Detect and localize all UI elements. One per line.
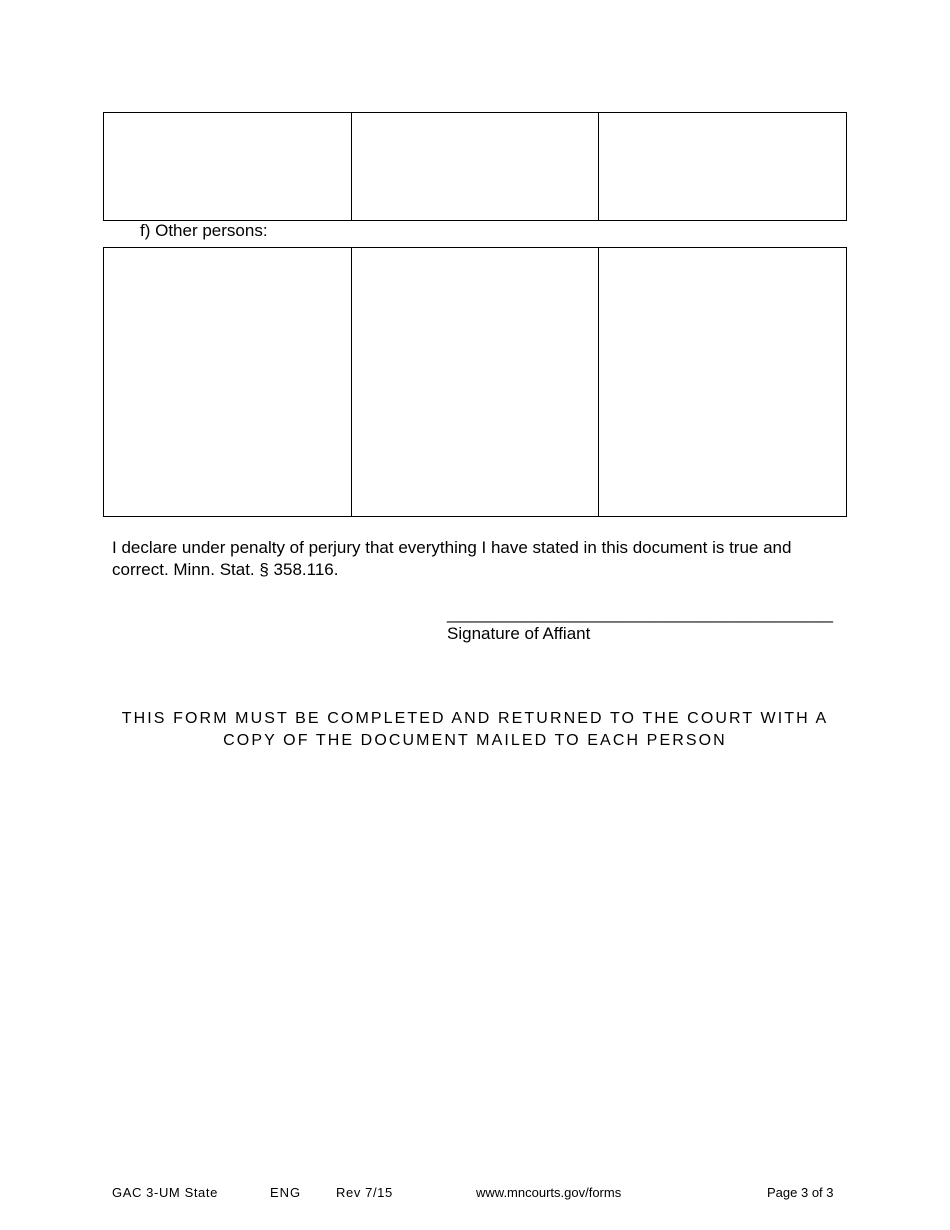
other-persons-label: f) Other persons: — [140, 221, 268, 240]
table-cell[interactable] — [351, 113, 599, 221]
return-notice-line-1: THIS FORM MUST BE COMPLETED AND RETURNED TO THE COURT WITH A — [121, 710, 829, 727]
return-notice-line-2: COPY OF THE DOCUMENT MAILED TO EACH PERSON — [223, 732, 727, 749]
return-notice — [100, 708, 850, 752]
footer-url: www.mncourts.gov/forms — [476, 1185, 622, 1200]
table-cell[interactable] — [351, 248, 599, 517]
table-cell[interactable] — [104, 113, 352, 221]
footer-form-id: GAC 3-UM State — [112, 1185, 218, 1200]
signature-label: Signature of Affiant — [447, 624, 591, 643]
footer-page-number: Page 3 of 3 — [767, 1185, 834, 1200]
signature-line[interactable]: ________________________________________ — [447, 604, 834, 623]
table-row — [104, 248, 847, 517]
table-cell[interactable] — [104, 248, 352, 517]
perjury-declaration: I declare under penalty of perjury that everything I have stated in this document is true and correct. Minn. Stat. § 358.116. — [112, 538, 792, 579]
table-cell[interactable] — [599, 113, 847, 221]
other-persons-table — [103, 247, 847, 517]
footer-revision: Rev 7/15 — [336, 1185, 393, 1200]
table-cell[interactable] — [599, 248, 847, 517]
table-row — [104, 113, 847, 221]
recipients-table-continued — [103, 112, 847, 221]
footer-language: ENG — [270, 1185, 302, 1200]
